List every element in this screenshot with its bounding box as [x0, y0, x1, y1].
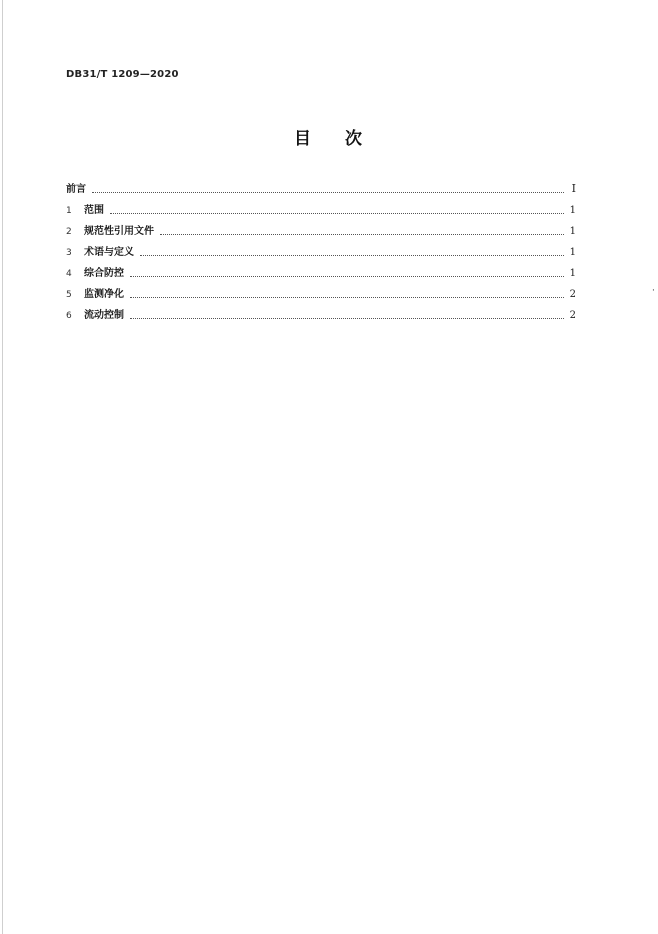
toc-entry-label: 监测净化	[84, 289, 124, 300]
page-title	[0, 124, 658, 149]
toc-entry-number: 4	[66, 269, 72, 279]
table-of-contents	[66, 180, 576, 327]
toc-entry-number: 1	[66, 206, 72, 216]
toc-entry-number: 2	[66, 227, 72, 237]
toc-entry-label: 范围	[84, 205, 104, 216]
dot-leader	[140, 255, 564, 256]
toc-entry-page: 1	[569, 205, 576, 216]
toc-entry-label: 前言	[66, 184, 86, 195]
toc-entry-page: 2	[569, 289, 576, 300]
toc-entry-scope[interactable]	[66, 201, 576, 222]
document-code: DB31/T 1209—2020	[66, 69, 179, 80]
dot-leader	[130, 297, 564, 298]
toc-entry-label: 综合防控	[84, 268, 124, 279]
title-char-right: 次	[345, 129, 364, 149]
toc-entry-monitoring-purification[interactable]	[66, 285, 576, 306]
toc-entry-page: 1	[569, 268, 576, 279]
dot-leader	[160, 234, 564, 235]
toc-entry-page: I	[571, 182, 576, 195]
toc-entry-label: 术语与定义	[84, 247, 134, 258]
toc-entry-page: 1	[569, 247, 576, 258]
dot-leader	[130, 318, 564, 319]
toc-entry-movement-control[interactable]	[66, 306, 576, 327]
scan-speck: ·	[652, 286, 655, 296]
title-char-left: 目	[294, 129, 313, 149]
toc-entry-foreword[interactable]	[66, 180, 576, 201]
toc-entry-label: 规范性引用文件	[84, 226, 154, 237]
toc-entry-number: 3	[66, 248, 72, 258]
toc-entry-terms-definitions[interactable]	[66, 243, 576, 264]
toc-entry-number: 6	[66, 311, 72, 321]
dot-leader	[110, 213, 564, 214]
toc-entry-label: 流动控制	[84, 310, 124, 321]
toc-entry-normative-references[interactable]	[66, 222, 576, 243]
toc-entry-page: 1	[569, 226, 576, 237]
dot-leader	[92, 192, 564, 193]
toc-entry-number: 5	[66, 290, 72, 300]
toc-entry-integrated-control[interactable]	[66, 264, 576, 285]
toc-entry-page: 2	[569, 310, 576, 321]
dot-leader	[130, 276, 564, 277]
